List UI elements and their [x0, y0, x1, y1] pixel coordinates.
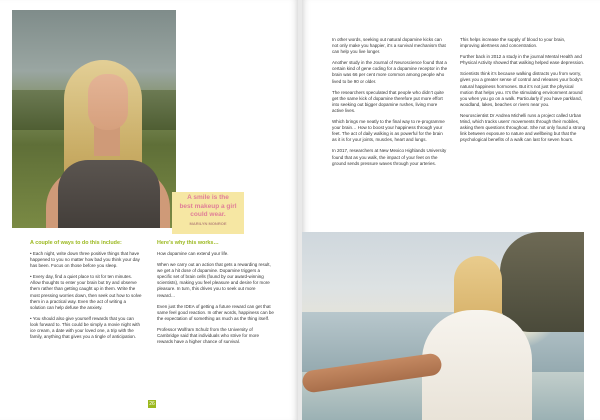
quote-box	[172, 192, 244, 234]
paragraph: • Each night, write down three positive things that have happened to you no matter how bad you think your day has been. Focus on those before you sleep.	[30, 251, 140, 269]
paragraph: In 2017, researchers at New Mexico Highlands University found that as you walk, the impact of your feet on the ground sends pressure waves through your arteries.	[332, 148, 447, 166]
paragraph: Scientists think it’s because walking distracts you from worry, gives you a greater sense of control and releases your body’s natural happiness hormones. But it’s not just the physical motion that helps you. It’s the stimulating environment around you when you go on a walk. Particularly if you have parkland, woodland, lakes, beaches or rivers near you.	[460, 71, 583, 107]
left-page	[0, 0, 298, 420]
quote-caption: MARILYN MONROE	[189, 220, 227, 226]
section-heading: Here’s why this works…	[157, 240, 219, 246]
paragraph: Neuroscientist Dr Andrea Michelli runs a project called Urban Mind, which tracks users’ movements through their mobiles, asking them questions throughout. She not only found a strong link between exposure to nature and wellbeing but that the psychological benefits of a walk can last for seven hours.	[460, 112, 586, 143]
right-column-2	[460, 37, 586, 148]
quote-line: could wear.	[190, 211, 226, 218]
quote-line: A smile is the	[187, 194, 229, 201]
right-page	[302, 0, 600, 420]
paragraph: The researchers speculated that people who didn’t quite get the same kick of dopamine therefore put more effort into seeking out bigger dopamine rushes, living more active lives.	[332, 89, 444, 113]
paragraph: Which brings me neatly to the final way to re-programme your brain… How to boost your happiness through your feet. The act of daily walking is as powerful for the brain as it is for your joints, muscles, heart and lungs.	[332, 119, 445, 143]
paragraph: Further back in 2012 a study in the journal Mental Health and Physical Activity showed that walking helped ease depression.	[460, 54, 585, 66]
paragraph: How dopamine can extend your life.	[157, 251, 229, 256]
left-column-2	[157, 240, 275, 350]
left-column-1	[30, 240, 142, 345]
quote-line: best makeup a girl	[179, 202, 237, 210]
paragraph: • You should also give yourself rewards that you can look forward to. This could be simply a movie night with ice cream, a date with your loved one, a trip with the family, anything that gives you a tingle of anticipation.	[30, 315, 140, 340]
paragraph: Another study in the Journal of Neuroscience found that a certain kind of gene coding for a dopamine receptor in the brain was 66 per cent more common among people who lived to be 90 or older.	[332, 60, 448, 84]
section-heading: A couple of ways to do this include:	[30, 240, 122, 246]
paragraph: Professor Wolfram Schulz from the University of Cambridge said that individuals who strive for more rewards have a higher chance of survival.	[157, 326, 260, 345]
right-column-1	[332, 37, 448, 172]
paragraph: Even just the IDEA of getting a future reward can get that same feel good reaction. In other words, happiness can be the expectation of something as much as the thing itself.	[157, 303, 274, 321]
paragraph: When we carry out an action that gets a rewarding result, we get a hit dose of dopamine. Dopamine triggers a specific set of brain cells (found by our award-winning scientists), making you feel pleasure and desire for more pleasure. In turn, this drives you to seek out more reward…	[157, 262, 271, 298]
beach-photo	[302, 232, 584, 420]
paragraph: This helps increase the supply of blood to your brain, improving alertness and concentration.	[460, 37, 566, 49]
portrait-photo	[12, 10, 176, 228]
page-number: 26	[149, 401, 155, 407]
paragraph: • Every day, find a quiet place to sit for ten minutes. Allow thoughts to enter your brain but try and observe them rather than getting caught up in them. Write the most pressing worries down, then seek out how to solve them in a practical way. Even the act of writing a solution can help defuse the anxiety.	[30, 274, 142, 310]
paragraph: In other words, seeking out natural dopamine kicks can not only make you happier, it’s a survival mechanism that can help you live longer.	[332, 37, 446, 55]
